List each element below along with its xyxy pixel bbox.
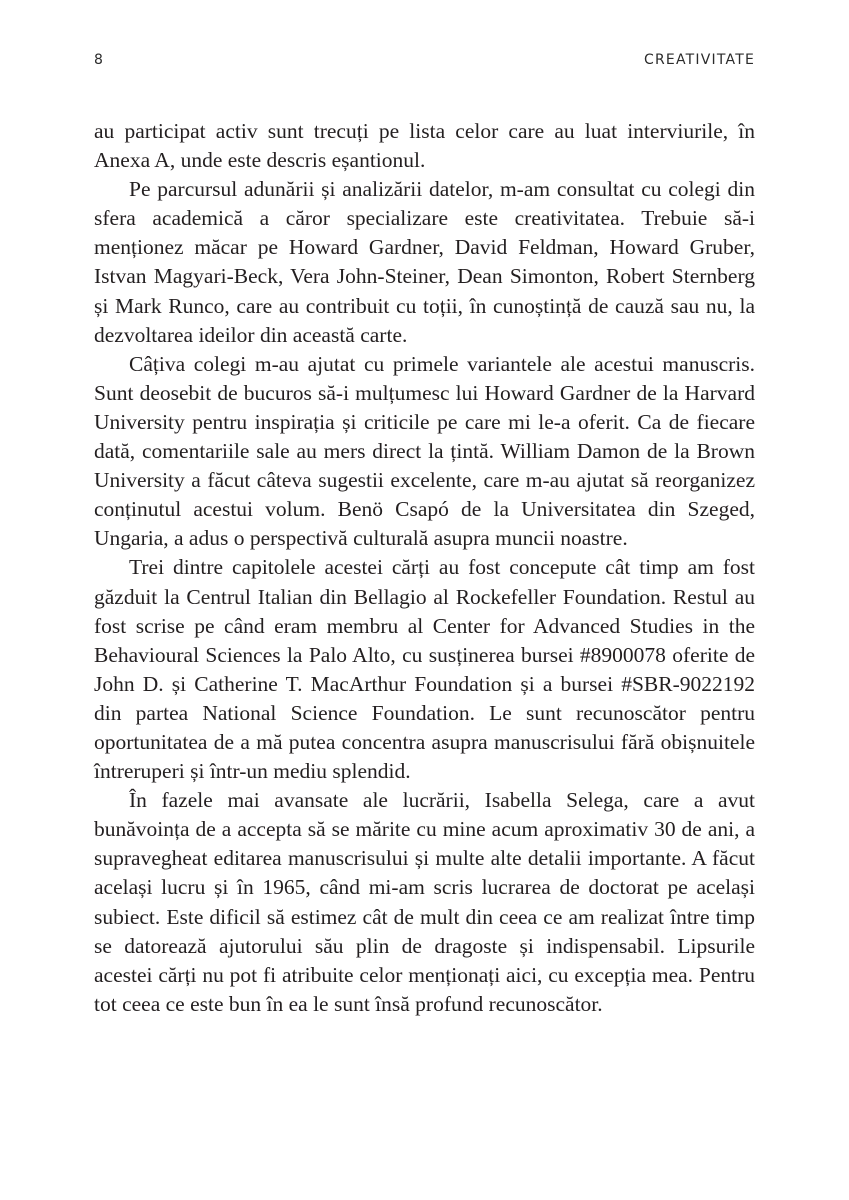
running-title: CREATIVITATE: [644, 52, 755, 68]
paragraph-continued: au participat activ sunt trecuți pe lista celor care au luat interviurile, în Anexa A, unde este descris eșantionul.: [94, 119, 755, 173]
paragraph-foundations: Trei dintre capitolele acestei cărți au fost concepute cât timp am fost găzduit la Centrul Italian din Bellagio al Rockefeller Foundation. Restul au fost scrise pe când eram membru al Center for Advanced Studies in the Behavioural Sciences la Palo Alto, cu susținerea bursei #8900078 oferite de John D. și Catherine T. MacArthur Foundation și a bursei #SBR-9022192 din partea National Science Foundation. Le sunt recunoscător pentru oportunitatea de a mă putea concentra asupra manuscrisului fără obișnuitele întreruperi și într-un mediu splendid.: [94, 555, 755, 784]
page-number: 8: [94, 52, 105, 68]
body-text: [94, 117, 755, 1019]
paragraph-colleagues: Câțiva colegi m-au ajutat cu primele variantele ale acestui manuscris. Sunt deosebit de bucuros să-i mulțumesc lui Howard Gardner de la Harvard University pentru inspirația și criticile pe care mi le-a oferit. Ca de fiecare dată, comentariile sale au mers direct la țintă. William Damon de la Brown University a făcut câteva sugestii excelente, care m-au ajutat să reorganizez conținutul acestui volum. Benö Csapó de la Universitatea din Szeged, Ungaria, a adus o perspectivă culturală asupra muncii noastre.: [94, 351, 755, 551]
paragraph-isabella: În fazele mai avansate ale lucrării, Isabella Selega, care a avut bunăvoința de a accepta să se mărite cu mine acum aproximativ 30 de ani, a supravegheat editarea manuscrisului și multe alte detalii importante. A făcut același lucru și în 1965, când mi-am scris lucrarea de doctorat pe același subiect. Este dificil să estimez cât de mult din ceea ce am realizat între timp se datorează ajutorului său plin de dragoste și indispensabil. Lipsurile acestei cărți nu pot fi atribuite celor menționați aici, cu excepția mea. Pentru tot ceea ce este bun în ea le sunt însă profund recunoscător.: [94, 788, 755, 1016]
running-header: [94, 52, 755, 76]
paragraph-consultation: Pe parcursul adunării și analizării datelor, m-am consultat cu colegi din sfera academică a căror specializare este creativitatea. Trebuie să-i menționez măcar pe Howard Gardner, David Feldman, Howard Gruber, Istvan Magyari-Beck, Vera John-Steiner, Dean Simonton, Robert Sternberg și Mark Runco, care au contribuit cu toții, în cunoștință de cauză sau nu, la dezvoltarea ideilor din această carte.: [94, 177, 755, 347]
